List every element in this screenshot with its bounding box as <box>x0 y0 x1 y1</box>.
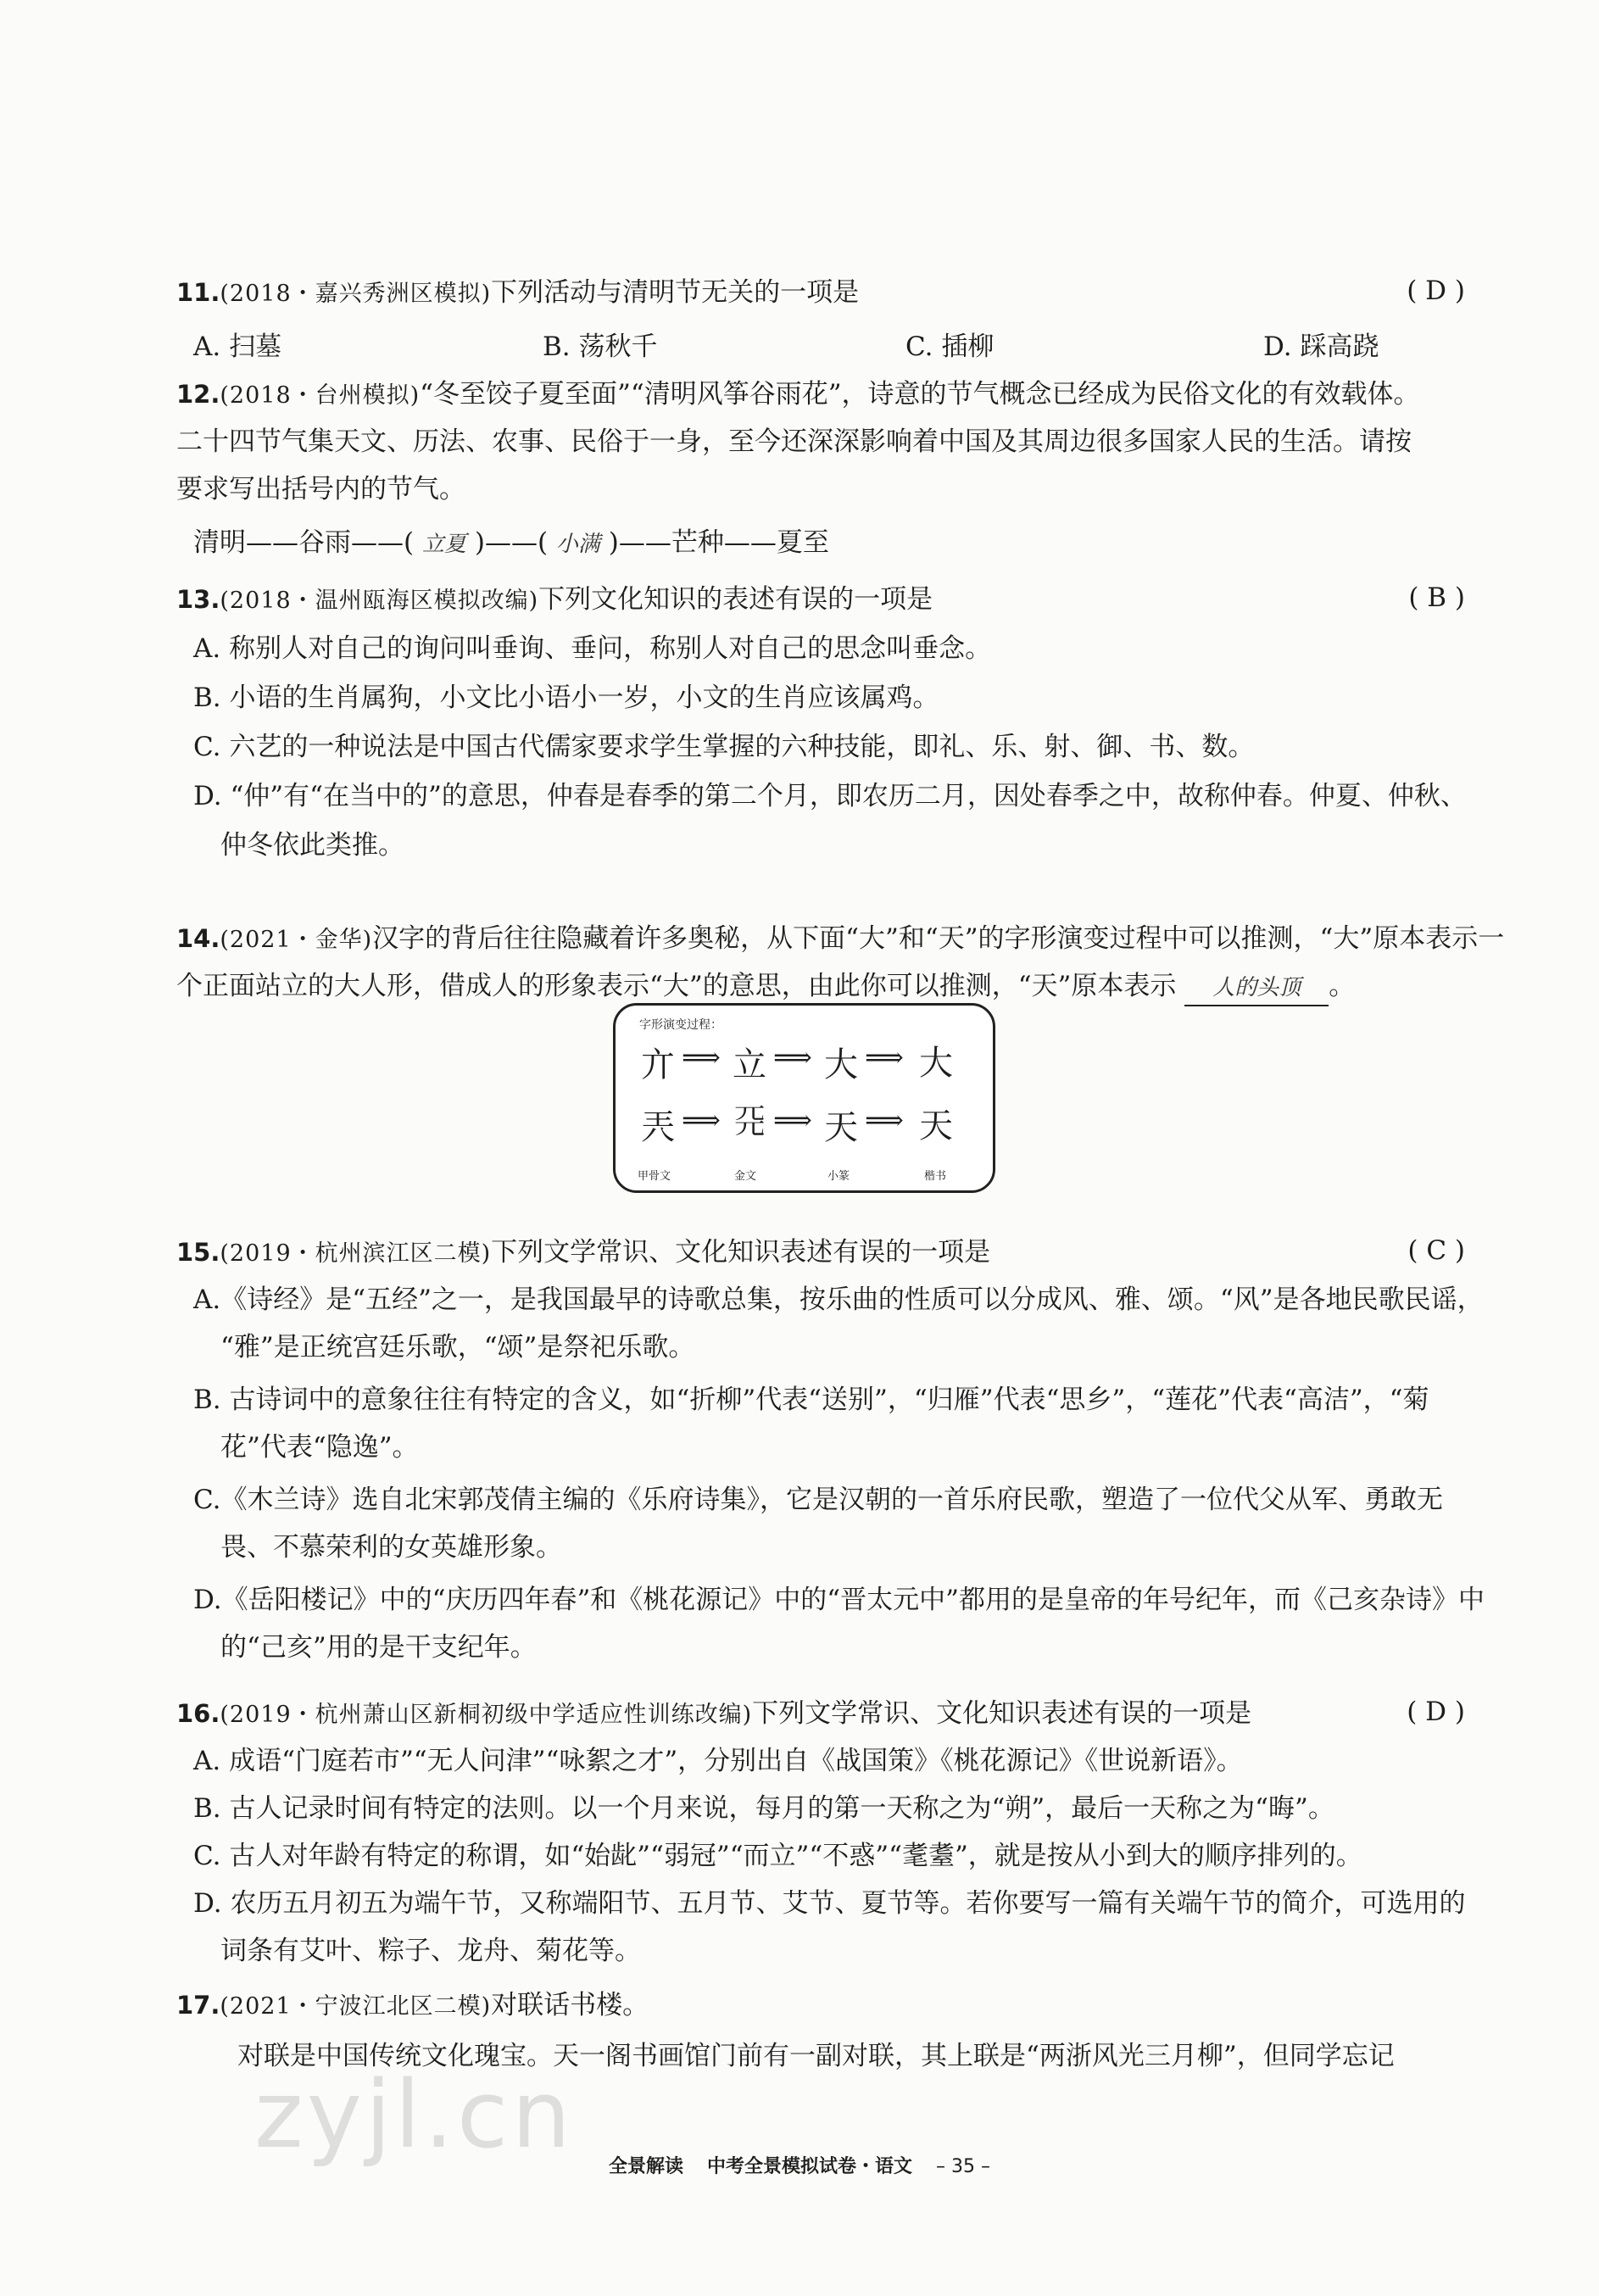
option-b-continued: 花”代表“隐逸”。 <box>220 1432 419 1463</box>
question-number: 17. <box>176 1991 220 2020</box>
question-stem: 下列文学常识、文化知识表述有误的一项是 <box>491 1237 991 1268</box>
question-number: 15. <box>176 1238 220 1267</box>
option-a: A. 称别人对自己的询问叫垂询、垂问，称别人对自己的思念叫垂念。 <box>193 633 992 664</box>
option-d: D. “仲”有“在当中的”的意思，仲春是春季的第二个月，即农历二月，因处春季之中，故称仲春。仲夏、仲秋、 <box>193 781 1467 811</box>
label-oracle: 甲骨文 <box>638 1170 671 1183</box>
question-13 <box>176 582 1465 888</box>
question-text: 要求写出括号内的节气。 <box>176 474 465 504</box>
question-15 <box>176 1235 1485 1663</box>
diagram-title: 字形演变过程： <box>639 1018 722 1032</box>
option-b: B. 古诗词中的意象往往有特定的含义，如“折柳”代表“送别”，“归雁”代表“思乡”，“莲花”代表“高洁”，“菊 <box>193 1385 1429 1415</box>
question-stem: 对联话书楼。 <box>491 1990 649 2020</box>
question-stem: 下列文化知识的表述有误的一项是 <box>538 584 933 615</box>
glyph-evolution-diagram <box>613 1003 995 1193</box>
footer-brand: 全景解读 <box>609 2156 684 2177</box>
page-number: – 35 – <box>936 2156 990 2177</box>
option-a: A. 扫墓 <box>193 332 282 362</box>
arrow-icon: ⟹ <box>773 1104 812 1136</box>
option-d: D. 农历五月初五为端午节，又称端阳节、五月节、艾节、夏节等。若你要写一篇有关端午节的简介，可选用的 <box>193 1888 1466 1919</box>
option-b: B. 荡秋千 <box>543 332 658 362</box>
watermark: zyjl.cn <box>254 2060 575 2169</box>
question-source: (2018・温州瓯海区模拟改编) <box>220 588 539 614</box>
handwritten-answer: 小满 <box>555 532 600 557</box>
bronze-da-glyph: ⽴ <box>733 1045 766 1084</box>
sequence-text: )——( <box>474 527 549 558</box>
label-bronze: 金文 <box>734 1170 757 1183</box>
question-stem: 下列活动与清明节无关的一项是 <box>491 277 860 308</box>
page-footer <box>0 2152 1599 2178</box>
option-b: B. 小语的生肖属狗，小文比小语小一岁，小文的生肖应该属鸡。 <box>193 683 939 713</box>
option-c: C.《木兰诗》选自北宋郭茂倩主编的《乐府诗集》，它是汉朝的一首乐府民歌，塑造了一位代父从军、勇敢无 <box>193 1485 1443 1515</box>
arrow-icon: ⟹ <box>682 1104 721 1136</box>
oracle-da-glyph: 亣 <box>641 1045 675 1084</box>
option-a: A. 成语“门庭若市”“无人问津”“咏絮之才”，分别出自《战国策》《桃花源记》《世说新语》。 <box>193 1746 1243 1776</box>
option-a-continued: “雅”是正统宫廷乐歌，“颂”是祭祀乐歌。 <box>220 1332 695 1363</box>
seal-da-glyph: 大 <box>824 1045 858 1084</box>
option-d-continued: 的“己亥”用的是干支纪年。 <box>220 1632 537 1663</box>
question-12 <box>176 377 1465 564</box>
question-source: (2021・宁波江北区二模) <box>220 1993 492 2020</box>
answer-mark: ( B ) <box>1408 582 1465 613</box>
question-number: 13. <box>176 585 220 614</box>
period: 。 <box>1329 971 1356 1001</box>
question-text: 个正面站立的大人形，借成人的形象表示“大”的意思，由此你可以推测，“天”原本表示 <box>176 971 1177 1001</box>
arrow-icon: ⟹ <box>682 1041 721 1073</box>
label-regular: 楷书 <box>924 1170 947 1183</box>
option-c: C. 插柳 <box>905 332 994 362</box>
answer-mark: ( D ) <box>1407 1697 1465 1727</box>
seal-tian-glyph: 天 <box>824 1108 858 1147</box>
question-text: 对联是中国传统文化瑰宝。天一阁书画馆门前有一副对联，其上联是“两浙风光三月柳”，但同学忘记 <box>237 2041 1395 2071</box>
question-source: (2018・台州模拟) <box>220 382 421 409</box>
option-d: D. 踩高跷 <box>1263 332 1379 362</box>
answer-mark: ( C ) <box>1407 1235 1465 1266</box>
option-d: D.《岳阳楼记》中的“庆历四年春”和《桃花源记》中的“晋太元中”都用的是皇帝的年号纪年，而《己亥杂诗》中 <box>193 1585 1485 1615</box>
question-text: “冬至饺子夏至面”“清明风筝谷雨花”，诗意的节气概念已经成为民俗文化的有效载体。 <box>420 379 1420 410</box>
question-source: (2019・杭州滨江区二模) <box>220 1240 492 1267</box>
bronze-tian-glyph: 𠀘 <box>733 1103 766 1142</box>
oracle-tian-glyph: 兲 <box>641 1108 675 1147</box>
regular-da-glyph: 大 <box>919 1044 953 1083</box>
arrow-icon: ⟹ <box>865 1041 904 1073</box>
option-c-continued: 畏、不慕荣利的女英雄形象。 <box>220 1532 562 1563</box>
question-number: 11. <box>176 278 220 307</box>
arrow-icon: ⟹ <box>773 1041 812 1073</box>
question-11 <box>176 276 1465 360</box>
question-text: 汉字的背后往往隐藏着许多奥秘，从下面“大”和“天”的字形演变过程中可以推测，“大”原本表示一 <box>372 923 1505 954</box>
handwritten-answer: 人的头顶 <box>1212 975 1301 1000</box>
answer-mark: ( D ) <box>1407 276 1465 306</box>
option-c: C. 六艺的一种说法是中国古代儒家要求学生掌握的六种技能，即礼、乐、射、御、书、数。 <box>193 732 1255 762</box>
option-a: A.《诗经》是“五经”之一，是我国最早的诗歌总集，按乐曲的性质可以分成风、雅、颂。“风”是各地民歌民谣， <box>193 1285 1484 1315</box>
regular-tian-glyph: 天 <box>919 1106 953 1145</box>
question-number: 12. <box>176 380 220 409</box>
handwritten-answer: 立夏 <box>421 532 466 557</box>
option-d-continued: 词条有艾叶、粽子、龙舟、菊花等。 <box>220 1936 641 1966</box>
option-d-continued: 仲冬依此类推。 <box>220 830 404 861</box>
question-text: 二十四节气集天文、历法、农事、民俗于一身，至今还深深影响着中国及其周边很多国家人民的生活。请按 <box>176 426 1412 457</box>
option-c: C. 古人对年龄有特定的称谓，如“始龀”“弱冠”“而立”“不惑”“耄耋”，就是按从小到大的顺序排列的。 <box>193 1841 1362 1871</box>
question-source: (2021・金华) <box>220 927 373 953</box>
footer-title: 中考全景模拟试卷・语文 <box>707 2156 913 2177</box>
question-16 <box>176 1697 1465 2002</box>
sequence-text: )——芒种——夏至 <box>608 527 829 558</box>
sequence-text: 清明——谷雨——( <box>193 527 415 558</box>
question-source: (2019・杭州萧山区新桐初级中学适应性训练改编) <box>220 1702 753 1728</box>
question-stem: 下列文学常识、文化知识表述有误的一项是 <box>752 1698 1252 1729</box>
question-number: 14. <box>176 924 220 953</box>
question-source: (2018・嘉兴秀洲区模拟) <box>220 281 492 307</box>
question-number: 16. <box>176 1699 220 1728</box>
arrow-icon: ⟹ <box>865 1104 904 1136</box>
label-seal: 小篆 <box>827 1170 850 1183</box>
option-b: B. 古人记录时间有特定的法则。以一个月来说，每月的第一天称之为“朔”，最后一天称之为“晦”。 <box>193 1793 1334 1824</box>
